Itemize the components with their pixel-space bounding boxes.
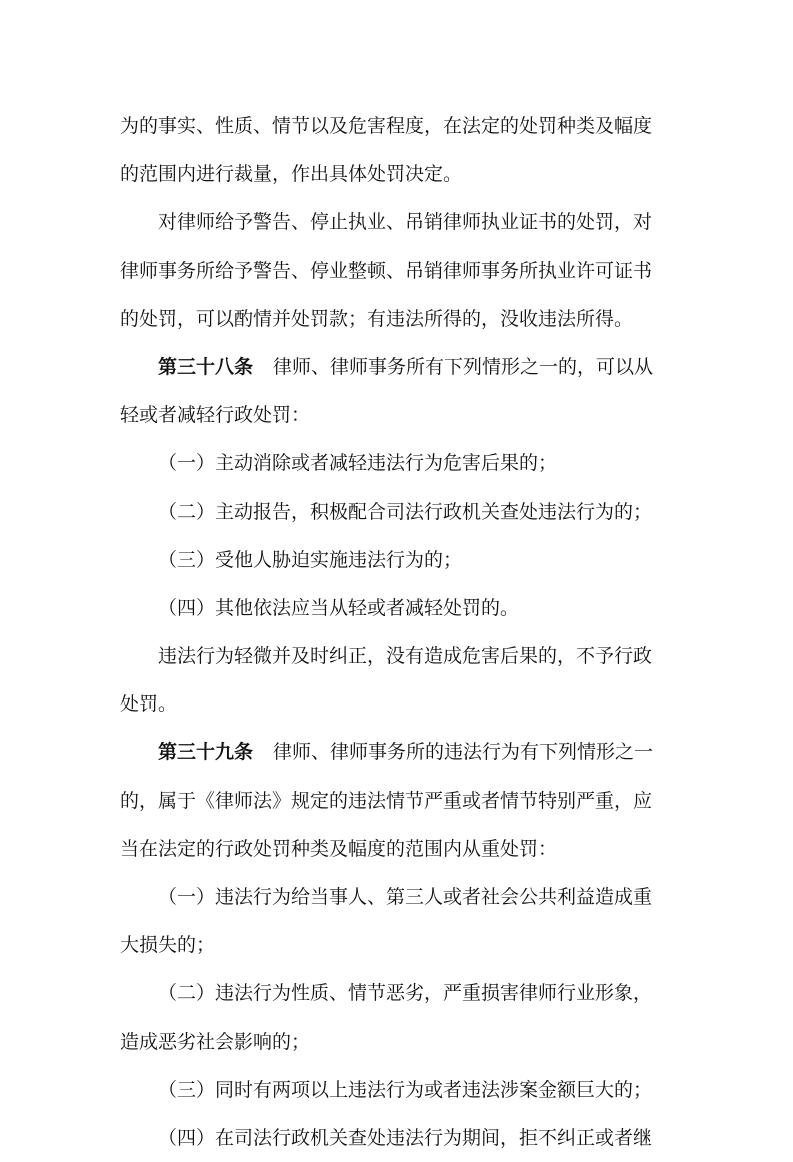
list-item: （四）其他依法应当从轻或者减轻处罚的。 [158,596,520,619]
article-39-title: 第三十九条 [158,741,254,764]
list-item: （一）主动消除或者减轻违法行为危害后果的； [158,452,558,475]
text-line: 的处罚，可以酌情并处罚款；有违法所得的，没收违法所得。 [120,307,634,330]
text-line: 造成恶劣社会影响的； [120,1030,311,1053]
text-line: 律师、律师事务所有下列情形之一的，可以从 [273,355,654,378]
text-line: 的，属于《律师法》规定的违法情节严重或者情节特别严重，应 [120,789,653,812]
text-line: 当在法定的行政处罚种类及幅度的范围内从重处罚： [120,837,558,860]
text-line: 律师、律师事务所的违法行为有下列情形之一 [273,741,654,764]
text-line: 违法行为轻微并及时纠正，没有造成危害后果的，不予行政 [158,645,653,668]
text-line: 处罚。 [120,693,178,716]
list-item: （一）违法行为给当事人、第三人或者社会公共利益造成重 [158,886,653,908]
list-item: （二）主动报告，积极配合司法行政机关查处违法行为的； [158,500,653,523]
text-line: 律师事务所给予警告、停业整顿、吊销律师事务所执业许可证书 [120,259,653,282]
text-line: 轻或者减轻行政处罚： [120,404,311,427]
text-line: 对律师给予警告、停止执业、吊销律师执业证书的处罚，对 [158,211,653,234]
list-item: （三）受他人胁迫实施违法行为的； [158,548,463,571]
text-line: 为的事实、性质、情节以及危害程度，在法定的处罚种类及幅度 [120,115,653,137]
article-38-heading-line [120,343,680,391]
text-line: 大损失的； [120,934,216,957]
list-item: （二）违法行为性质、情节恶劣，严重损害律师行业形象， [158,982,653,1005]
list-item: （三）同时有两项以上违法行为或者违法涉案金额巨大的； [158,1078,653,1101]
article-39-heading-line [120,728,680,776]
article-38-title: 第三十八条 [158,355,254,378]
document-body [120,102,680,1162]
text-line: 的范围内进行裁量，作出具体处罚决定。 [120,163,463,186]
list-item: （四）在司法行政机关查处违法行为期间，拒不纠正或者继 [158,1126,653,1149]
